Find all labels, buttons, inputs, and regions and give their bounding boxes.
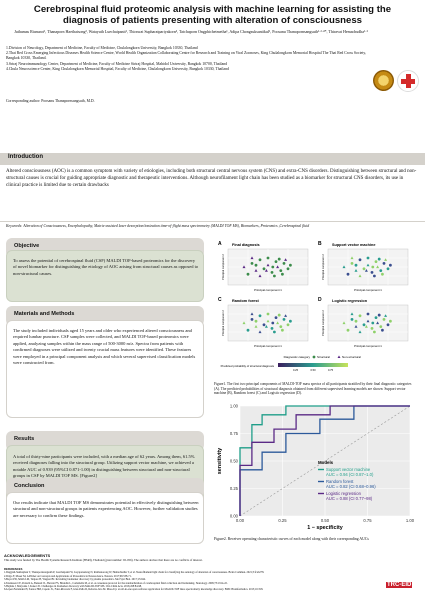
affiliation-2: 2.Thai Red Cross Emerging Infectious Diseases Health Science Centre, World Health Organization Collaborating Centre for Research and Training on Viral Zoonoses, King Chulalongkorn Memorial Hospital The Thai Red Cross Society, Bangkok 10330, Thailand. bbox=[6, 51, 366, 61]
reference-item: 4.Teunissen CE, Petzold A, Bennett JL, Berven FS, Brundin L, Comabella M, et al. A consensus protocol for the standardization of cerebrospinal fluid collection and biobanking. Neurology. 2009;73:1914-22. bbox=[4, 581, 228, 585]
methods-heading: Materials and Methods bbox=[14, 311, 75, 317]
keywords: Keywords: Alteration of Consciousness, Encephalopathy, Matrix-assisted laser desorption/ionization time-of-flight mass spectrometry (MALDI TOF MS), Biomarkers, Proteomics ,Cerebrospinal fluid bbox=[6, 224, 310, 228]
pca-point bbox=[255, 320, 258, 323]
roc-xtick-label: 1.00 bbox=[405, 518, 415, 523]
pca-point bbox=[247, 329, 250, 332]
author-list: Juthamas Rianurot¹, Thanaporn Haethaisong², Watayuth Luechaipanit¹, Thirawat Supharatpariyakorn³, Tatchaporn Ongphichetmetha¹, Adipa Chongsuksantikul¹, Poosanu Thanapornsangsuth¹·²·⁴*, Thiravat Hemachudha¹·² bbox=[14, 29, 368, 34]
references-heading: REFERENCES bbox=[4, 568, 23, 571]
pca-point bbox=[381, 273, 384, 276]
pca-point bbox=[381, 329, 384, 332]
results-heading: Results bbox=[14, 436, 35, 442]
pca-point bbox=[255, 264, 258, 267]
legend-structural-label: Structural bbox=[317, 355, 330, 359]
conclusion-heading: Conclusion bbox=[14, 483, 45, 489]
objective-text: To assess the potential of cerebrospinal fluid (CSF) MALDI TOF-based proteomics for the discovery of novel biomarker for distinguishing the etiology of AOC arising from structural causes as opposed to non-structural causes. bbox=[13, 258, 199, 276]
objective-heading: Objective bbox=[14, 243, 40, 249]
introduction-heading: Introduction bbox=[8, 154, 43, 160]
roc-chart bbox=[214, 398, 420, 533]
conclusion-text: Our results indicate that MALDI TOF MS demonstrates potential in effectively distinguishing between structural and non-structural groups in patients experiencing AOC. However, further validation studies are necessary to confirm these findings. bbox=[13, 500, 199, 518]
pca-point bbox=[383, 318, 386, 321]
methods-text: The study included individuals aged 15 years and older who experienced altered consciousness and required lumbar puncture. CSF samples were collected, and MALDI TOF-based proteomics were applied, analyzing samples within the mass range of 500-3000 m/z. Spectra from patients with confirmed diagnoses were utilized and twenty crucial mass features were identified. These features were employed in a principal component analysis and which several supervised classification models were constructed from. bbox=[13, 328, 196, 366]
panel-xlabel: Principal component 1 bbox=[254, 344, 282, 348]
pca-point bbox=[355, 264, 358, 267]
pca-point bbox=[347, 273, 350, 276]
affiliation-4: 4.Chula Neuroscience Center, King Chulalongkorn Memorial Hospital, Faculty of Medicine, Chulalongkorn University, Bangkok 10330, Thailand bbox=[6, 66, 229, 71]
introduction-header bbox=[0, 153, 425, 165]
pca-point bbox=[278, 258, 281, 261]
introduction-text: Altered consciousness (AOC) is a common symptom with variety of etiologies, including both structural central nervous system (CNS) and extra-CNS disorders. Distinguishing between structural and non-structural causes is crucial for guiding appropriate diagnostic and therapeutic interventions. Although neurofilament light chain has been studied as a biomarker for structural CNS disorders, its use in clinical practice is limited due to certain drawbacks bbox=[6, 169, 417, 189]
legend-prob-title: Predicted probability of structural diagnosis bbox=[220, 364, 274, 368]
pca-point bbox=[371, 266, 374, 269]
pca-point bbox=[387, 323, 390, 326]
pca-point bbox=[271, 327, 274, 330]
roc-legend-title: Models bbox=[318, 460, 334, 465]
pca-point bbox=[347, 329, 350, 332]
figure-1-caption: Figure1. The first two principal components of MALDI-TOF mass spectra of all participants stratified by their final diagnostic categories (A). The predicted probabilities of structural diagnosis obtained from different supervised learning models are shown: Support vector machine (B), Random forest (C) and Logistic regression (D). bbox=[214, 382, 412, 396]
panel-ylabel: Principal component 2 bbox=[222, 254, 225, 280]
pca-point bbox=[271, 271, 274, 274]
legend-prob-tick: 0.25 bbox=[292, 369, 299, 372]
roc-ytick-label: 0.00 bbox=[229, 513, 238, 519]
acknowledgements-heading: ACKNOWLEDGEMENTS bbox=[4, 553, 51, 558]
legend-prob-tick: 0.50 bbox=[310, 369, 316, 372]
roc-xtick-label: 0.75 bbox=[363, 518, 372, 523]
affiliation-3: 3.Sriraj Neuroimmunology Center, Department of Medicine, Faculty of Medicine Siriraj Hospital, Mahidol University, Bangkok 10700, Thailand bbox=[6, 61, 228, 66]
pca-panels bbox=[214, 240, 418, 380]
panel-xlabel: Principal component 1 bbox=[354, 344, 382, 348]
pca-point bbox=[375, 316, 378, 319]
trc-eid-logo bbox=[382, 574, 422, 594]
figure-2 bbox=[214, 398, 420, 531]
pca-point bbox=[283, 318, 286, 321]
figure-1 bbox=[214, 240, 418, 380]
roc-legend-auc: AUC = 0.94 (CI 0.87–1.0) bbox=[326, 472, 374, 477]
pca-point bbox=[259, 258, 262, 261]
pca-point bbox=[367, 313, 370, 316]
pca-point bbox=[278, 314, 281, 317]
trc-eid-logo-text: TRC-EID bbox=[387, 582, 412, 588]
panel-ylabel: Principal component 2 bbox=[322, 310, 325, 336]
roc-xtick-label: 0.00 bbox=[235, 518, 245, 523]
corresponding-author: Corresponding author: Poosanu Thanapornsangsuth, M.D. bbox=[6, 99, 95, 103]
pca-point bbox=[373, 331, 376, 334]
references bbox=[4, 568, 364, 592]
pca-point bbox=[375, 260, 378, 263]
pca-point bbox=[281, 329, 284, 332]
legend-structural-swatch bbox=[313, 356, 316, 359]
roc-ytick-label: 0.50 bbox=[229, 458, 238, 464]
panel-title: Final diagnosis bbox=[232, 243, 260, 247]
pca-point bbox=[251, 262, 254, 265]
pca-point bbox=[281, 273, 284, 276]
red-cross-icon bbox=[397, 70, 419, 92]
legend-nonstructural-swatch bbox=[338, 356, 341, 359]
pca-point bbox=[389, 320, 392, 323]
roc-ytick-label: 1.00 bbox=[229, 403, 238, 409]
pca-point bbox=[279, 269, 282, 272]
pca-point bbox=[355, 320, 358, 323]
pca-point bbox=[378, 314, 381, 317]
panel-xlabel: Principal component 1 bbox=[254, 288, 282, 292]
pca-point bbox=[279, 325, 282, 328]
results-text: A total of thirty-nine participants were included, with a median age of 62 years. Among them, 61.5% received diagnoses falling into the structural group. Utilizing support vector machine, we achieved a notable AUC of 0.939 (95%CI 0.871-1.00) in distinguishing between structural and non-structural groups in CSF by MALDI TOF MS. [Figure2] bbox=[13, 454, 195, 479]
affiliation-1: 1.Division of Neurology, Department of Medicine, Faculty of Medicine, Chulalongkorn University, Bangkok 10330, Thailand bbox=[6, 46, 198, 50]
pca-point bbox=[359, 314, 362, 317]
pca-point bbox=[389, 264, 392, 267]
pca-point bbox=[267, 257, 270, 260]
reference-item: 3.Boyer PD, Smith LM, Tanjore H, Wagner BJ. Revisiting biomarker discovery by plasma proteomics. Mol Syst Biol. 2017;13:942. bbox=[4, 578, 146, 582]
panel-title: Random forest bbox=[232, 299, 259, 303]
objective-body bbox=[6, 250, 204, 302]
panel-title: Logistic regression bbox=[332, 299, 368, 303]
university-seal-icon bbox=[373, 70, 394, 91]
pca-point bbox=[363, 267, 366, 270]
pca-point bbox=[275, 316, 278, 319]
roc-legend-label: Random forest bbox=[326, 479, 354, 484]
pca-point bbox=[275, 260, 278, 263]
panel-ylabel: Principal component 2 bbox=[322, 254, 325, 280]
roc-ytick-label: 0.25 bbox=[229, 486, 238, 491]
roc-legend-auc: AUC = 0.82 (CI 0.68–0.96) bbox=[326, 484, 376, 489]
affiliations bbox=[6, 46, 376, 72]
pca-point bbox=[379, 325, 382, 328]
methods-body bbox=[6, 320, 204, 418]
panel-letter: D bbox=[318, 297, 322, 303]
pca-point bbox=[247, 273, 250, 276]
reference-item: 5.Hajduk J, Matysiak J, Kokot ZJ. Challenges in biomarker discovery with MALDI-TOF MS. Clin Chim Acta. 2016;458:84-98. bbox=[4, 585, 142, 589]
roc-xtick-label: 0.50 bbox=[320, 518, 330, 523]
pca-point bbox=[351, 318, 354, 321]
pca-point bbox=[283, 262, 286, 265]
pca-point bbox=[383, 262, 386, 265]
pca-point bbox=[287, 267, 290, 270]
legend-nonstructural-label: Non-structural bbox=[342, 355, 361, 359]
pca-point bbox=[359, 258, 362, 261]
pca-point bbox=[378, 258, 381, 261]
pca-point bbox=[387, 267, 390, 270]
pca-point bbox=[379, 269, 382, 272]
title-line-2: diagnosis of patients presenting with alteration of consciousness bbox=[62, 15, 363, 26]
conclusion-body bbox=[6, 492, 204, 544]
legend-prob-tick: 0.75 bbox=[327, 369, 334, 372]
pca-point bbox=[251, 318, 254, 321]
introduction-body bbox=[0, 165, 425, 222]
pca-point bbox=[367, 257, 370, 260]
pca-point bbox=[271, 322, 274, 325]
pca-point bbox=[289, 320, 292, 323]
pca-point bbox=[273, 331, 276, 334]
pca-point bbox=[259, 314, 262, 317]
pca-point bbox=[271, 266, 274, 269]
poster-title bbox=[6, 4, 419, 26]
roc-legend-label: Support vector machine bbox=[326, 467, 371, 472]
reference-item: 2.Drigo F, Moser M, A Primer on Concepts and Applications of Proteomics in Neuroscience. Neuron. 2017;96:558-71. bbox=[4, 574, 132, 578]
roc-xtick-label: 0.25 bbox=[278, 518, 287, 523]
figure-2-caption: Figure2. Receiver operating characteristic curves of each model along with their corresponding AUCs bbox=[214, 537, 369, 541]
roc-ytick-label: 0.75 bbox=[229, 431, 238, 436]
legend-prob-bar bbox=[278, 363, 348, 367]
panel-ylabel: Principal component 2 bbox=[222, 310, 225, 336]
pca-point bbox=[371, 327, 374, 330]
pca-point bbox=[351, 262, 354, 265]
panel-letter: C bbox=[218, 297, 222, 303]
pca-point bbox=[373, 275, 376, 278]
panel-xlabel: Principal component 1 bbox=[354, 288, 382, 292]
pca-point bbox=[263, 267, 266, 270]
roc-legend-auc: AUC = 0.88 (CI 0.77–98) bbox=[326, 496, 373, 501]
panel-letter: B bbox=[318, 241, 322, 247]
pca-point bbox=[287, 323, 290, 326]
legend-diag-title: Diagnostic category bbox=[283, 355, 310, 359]
panel-letter: A bbox=[218, 241, 222, 247]
pca-point bbox=[371, 271, 374, 274]
title-line-1: Cerebrospinal fluid proteomic analysis with machine learning for assisting the bbox=[33, 4, 392, 15]
reference-item: 1.Duggiah-Sukhaphan T, Thanapornsangsuth P, Luechaipanit W, Luyapaisalong N, Ratmanorong W, Hemachudha T, et al. Neurofilament light chain for classifying the aetiology of alteration of consciousness. Brain Commun. 2021;3:fcab278. bbox=[4, 571, 265, 575]
pca-point bbox=[263, 323, 266, 326]
acknowledgements-text: This study was funded by The Health Systems Research Institute (HSRI), Thailand (grant number: 65-056). The authors declare that there are no conflicts of interest. bbox=[4, 558, 203, 562]
roc-legend-label: Logistic regression bbox=[326, 491, 361, 496]
roc-ylabel: sensitivity bbox=[217, 447, 223, 475]
pca-point bbox=[363, 323, 366, 326]
panel-title: Support vector machine bbox=[332, 243, 376, 247]
roc-xlabel: 1 − specificity bbox=[307, 525, 343, 531]
pca-point bbox=[267, 313, 270, 316]
reference-item: 6.López-Fernández H, Santos HM, Capelo JL, Fdez-Riverola F, Glez-Peña D, Reboiro-Jato M. Mass-Up: an all-in-one open software application for MALDI-TOF mass spectrometry knowledge discovery. BMC Bioinformatics. 2015;16:318. bbox=[4, 588, 264, 592]
pca-point bbox=[371, 322, 374, 325]
pca-point bbox=[289, 264, 292, 267]
pca-point bbox=[273, 275, 276, 278]
